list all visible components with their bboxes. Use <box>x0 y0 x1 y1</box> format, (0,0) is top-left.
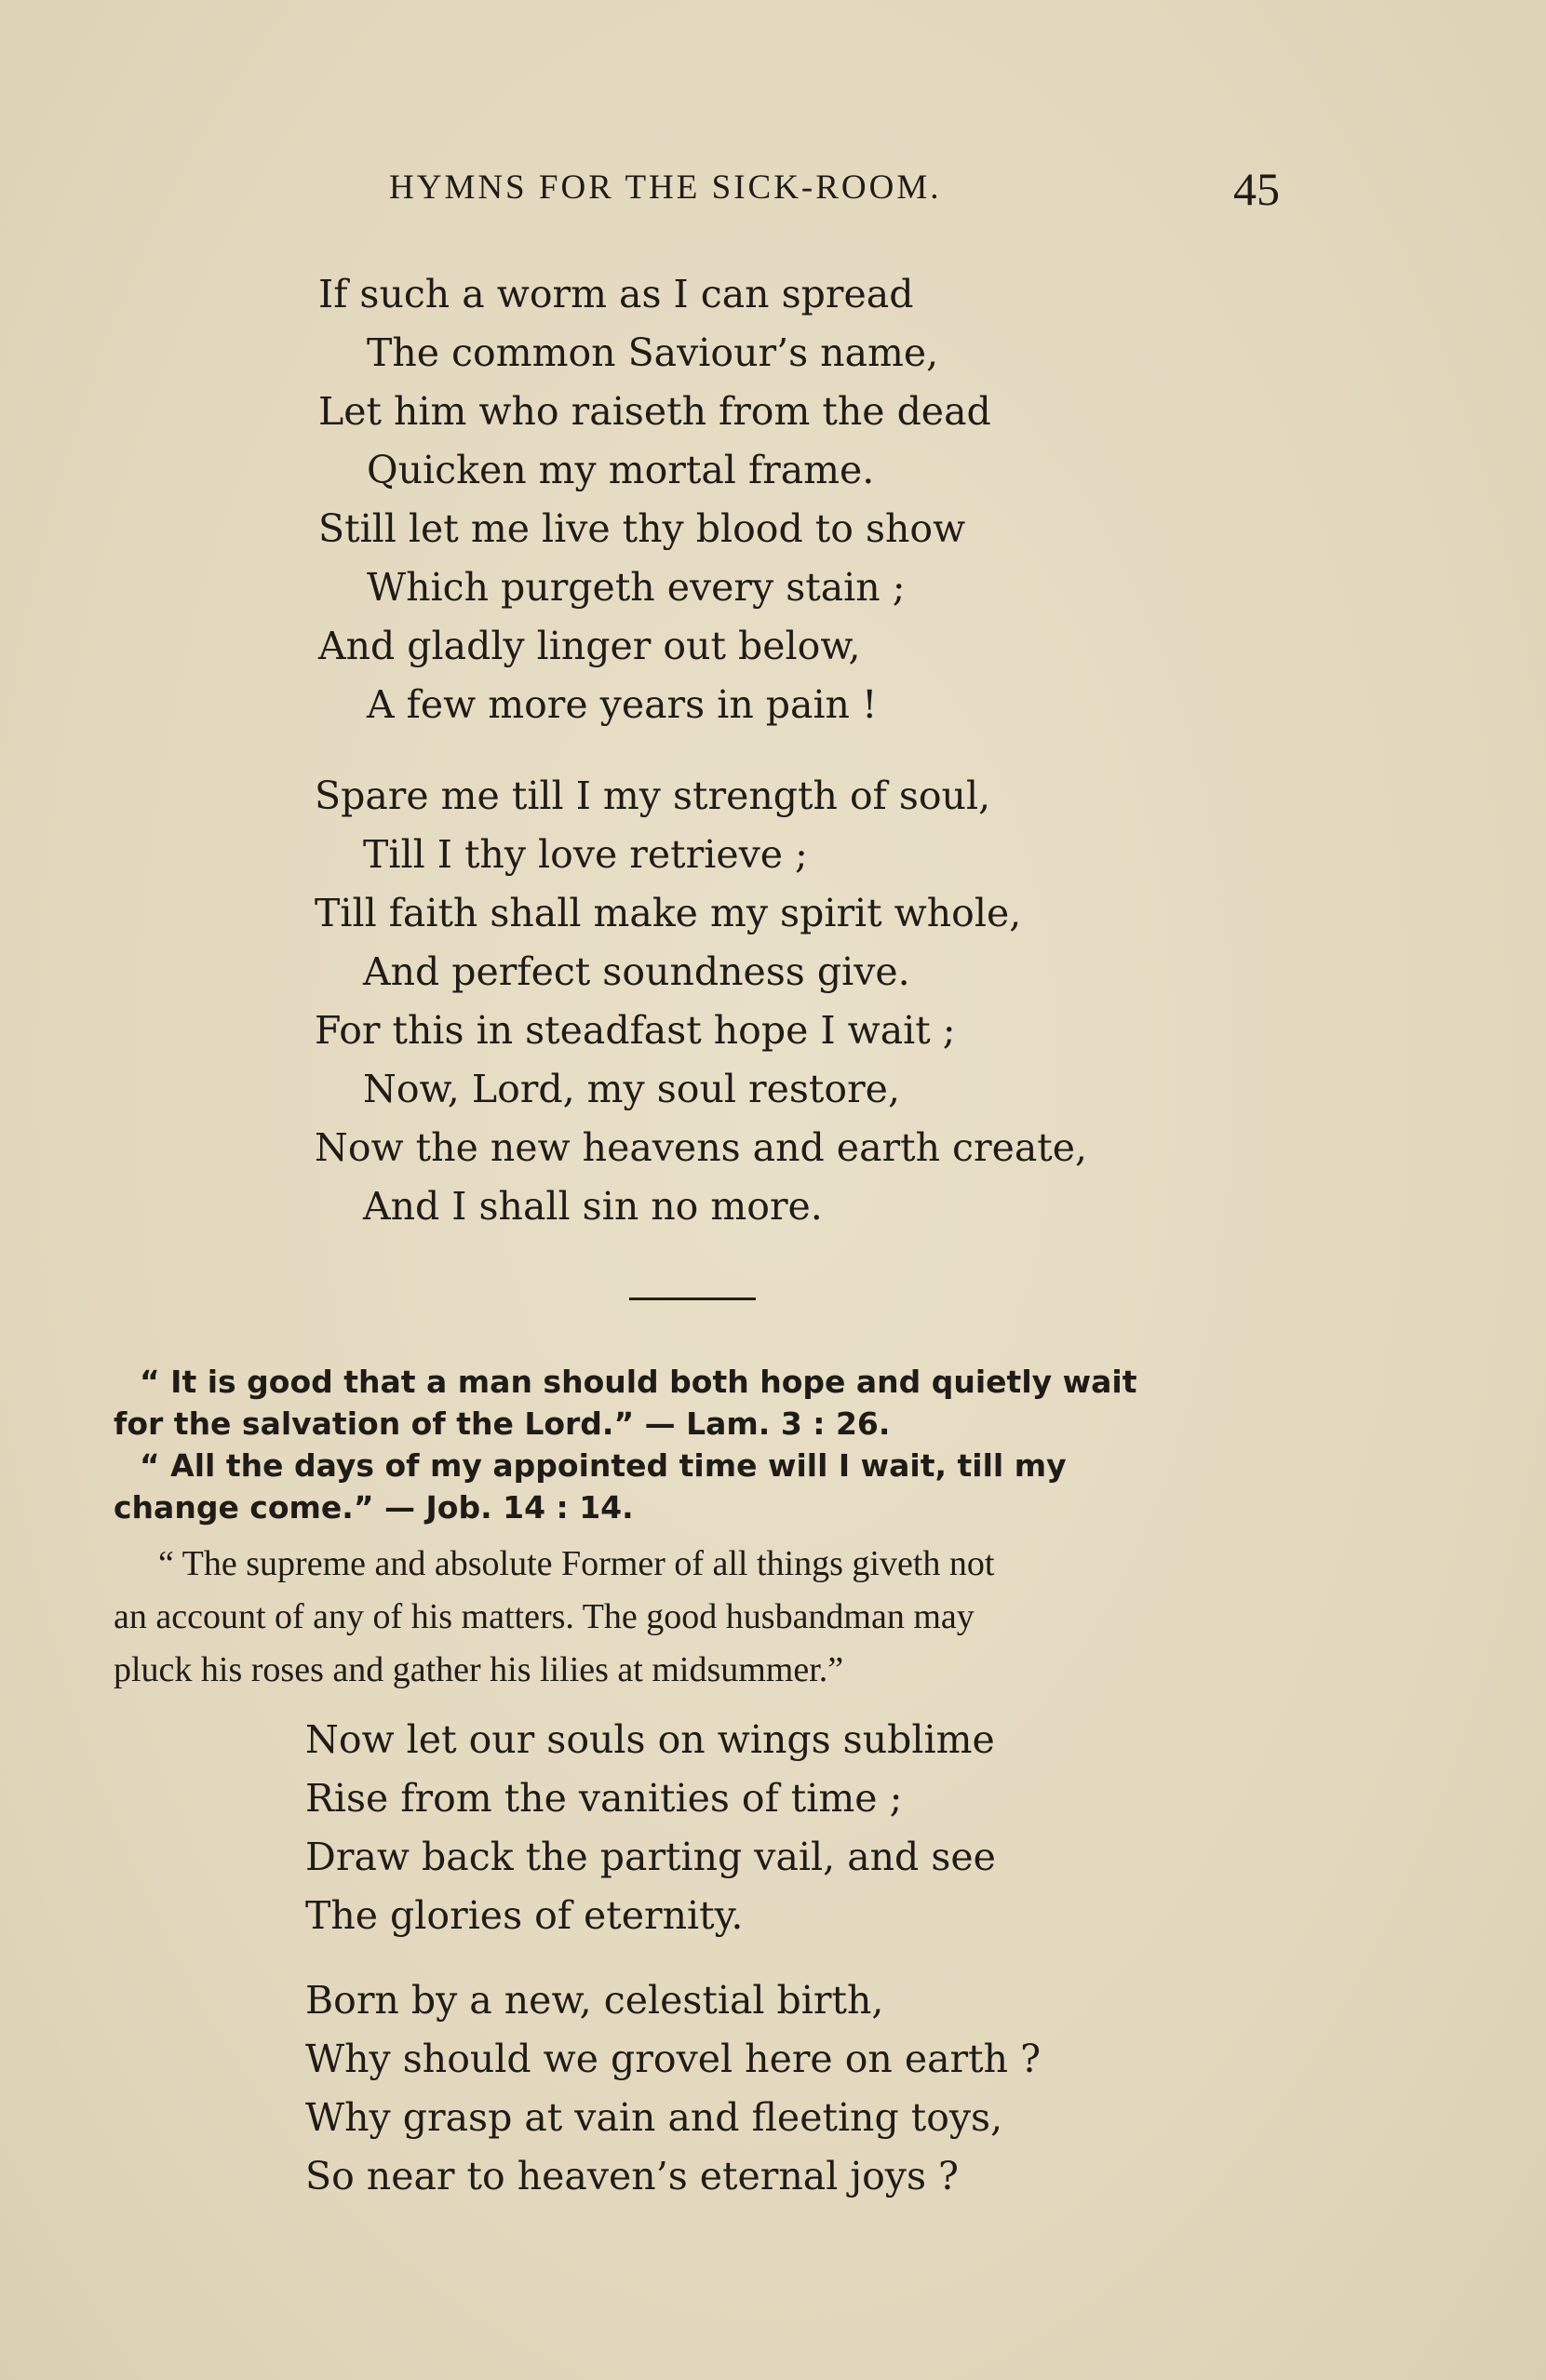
verse-line: Let him who raiseth from the dead <box>318 389 991 434</box>
verse-line: Till I thy love retrieve ; <box>363 832 808 877</box>
hymn-stanza-3 <box>305 1711 996 1945</box>
verse-line: Now let our souls on wings sublime <box>305 1717 995 1762</box>
prose-line: “ The supreme and absolute Former of all things giveth not <box>158 1544 995 1583</box>
verse-line: And perfect soundness give. <box>363 949 910 994</box>
verse-line: Draw back the parting vail, and see <box>305 1835 996 1879</box>
verse-line: Still let me live thy blood to show <box>318 506 966 551</box>
verse-line: And I shall sin no more. <box>363 1184 823 1229</box>
scripture-quote-job <box>114 1445 1275 1528</box>
quote-line: change come.” — Job. 14 : 14. <box>114 1489 634 1526</box>
verse-line: So near to heaven’s eternal joys ? <box>305 2154 960 2198</box>
running-head <box>0 163 1546 215</box>
prose-line: an account of any of his matters. The good husbandman may <box>114 1597 975 1636</box>
section-divider <box>629 1298 756 1300</box>
quote-line: for the salvation of the Lord.” — Lam. 3 : 26. <box>114 1405 891 1442</box>
verse-line: Which purgeth every stain ; <box>367 565 906 610</box>
quote-line: “ All the days of my appointed time will I wait, till my <box>140 1447 1067 1484</box>
verse-line: Quicken my mortal frame. <box>367 448 875 492</box>
prose-quote <box>114 1538 994 1697</box>
verse-line: Spare me till I my strength of soul, <box>315 773 991 818</box>
verse-line: Now, Lord, my soul restore, <box>363 1067 900 1111</box>
verse-line: Born by a new, celestial birth, <box>305 1978 884 2023</box>
verse-line: The glories of eternity. <box>305 1893 744 1938</box>
verse-line: Why grasp at vain and fleeting toys, <box>305 2095 1003 2140</box>
verse-line: Rise from the vanities of time ; <box>305 1776 903 1821</box>
verse-line: The common Saviour’s name, <box>367 330 939 375</box>
hymn-stanza-4 <box>305 1971 1041 2206</box>
scripture-quote-lamentations <box>114 1361 1275 1445</box>
verse-line: A few more years in pain ! <box>367 682 878 727</box>
verse-line: Why should we grovel here on earth ? <box>305 2037 1042 2081</box>
hymn-stanza-2 <box>315 767 1087 1236</box>
prose-line: pluck his roses and gather his lilies at midsummer.” <box>114 1650 844 1689</box>
verse-line: And gladly linger out below, <box>318 624 861 668</box>
hymn-stanza-1 <box>318 265 991 734</box>
verse-line: Till faith shall make my spirit whole, <box>315 891 1022 935</box>
running-title: HYMNS FOR THE SICK-ROOM. <box>389 168 942 207</box>
verse-line: If such a worm as I can spread <box>318 272 914 316</box>
quote-line: “ It is good that a man should both hope and quietly wait <box>140 1364 1137 1400</box>
page-number: 45 <box>1233 163 1280 215</box>
verse-line: Now the new heavens and earth create, <box>315 1125 1088 1170</box>
verse-line: For this in steadfast hope I wait ; <box>315 1008 956 1053</box>
